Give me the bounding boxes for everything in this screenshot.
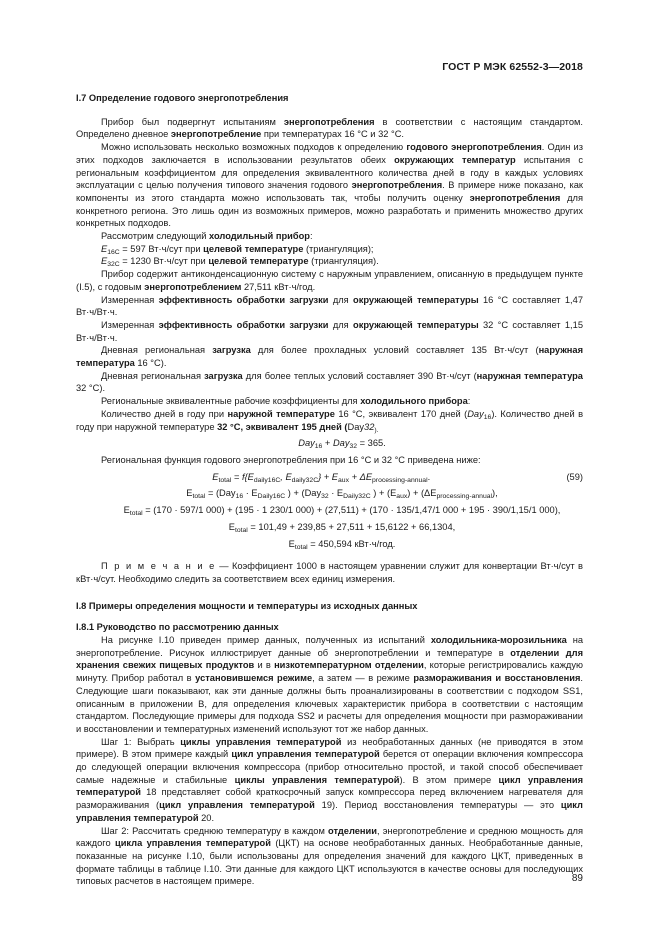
text-run: : bbox=[467, 396, 471, 407]
subscript: total bbox=[234, 526, 248, 534]
equation-59-body bbox=[212, 472, 430, 482]
equation-number: (59) bbox=[566, 471, 583, 482]
text-run: Прибор был подвергнут испытаниям bbox=[101, 116, 284, 127]
text-run: = 450,594 кВт·ч/год. bbox=[307, 538, 396, 549]
text-run: Шаг 2: Рассчитать среднюю температуру в каждом bbox=[101, 825, 328, 836]
defined-term: цикл управления температурой bbox=[76, 774, 583, 798]
subscript: aux bbox=[338, 476, 349, 484]
defined-term: установившемся режиме bbox=[195, 673, 313, 684]
text-run: = 101,49 + 239,85 + 27,511 + 15,6122 + 66,1304, bbox=[247, 521, 456, 532]
paragraph-i7-9 bbox=[76, 395, 583, 408]
paragraph-i7-1 bbox=[76, 116, 583, 141]
text-run: для bbox=[328, 319, 354, 330]
text-run: = 365. bbox=[357, 438, 386, 449]
text-run: Региональные эквивалентные рабочие коэффициенты для bbox=[101, 396, 361, 407]
text-run: ) + (E bbox=[370, 488, 397, 499]
text-run: для более теплых условий составляет 390 Вт·ч/сут ( bbox=[242, 370, 477, 381]
standard-header: ГОСТ Р МЭК 62552-3—2018 bbox=[442, 61, 583, 73]
paragraph-i8-3 bbox=[76, 825, 583, 889]
text-run: (триангуляция). bbox=[308, 256, 379, 267]
text-run: (триангуляция); bbox=[303, 243, 374, 254]
text-run: Дневная региональная bbox=[101, 345, 213, 356]
text-run: 20. bbox=[198, 812, 215, 823]
text-run: E bbox=[101, 256, 108, 267]
text-run: На рисунке I.10 приведен пример данных, полученных из испытаний bbox=[101, 635, 431, 646]
defined-term: загрузка bbox=[212, 345, 251, 356]
text-run: = 597 Вт·ч/сут при bbox=[119, 243, 204, 254]
text-run: для конкретного региона. Это лишь один из возможных примеров, можно разработать и применить множество других конкретных подходов. bbox=[76, 192, 583, 229]
defined-term: эффективность обработки загрузки bbox=[158, 294, 329, 305]
subscript: processing-annual bbox=[372, 476, 428, 484]
note-paragraph bbox=[76, 560, 583, 585]
text-run: · E bbox=[328, 488, 344, 499]
paragraph-i7-3 bbox=[76, 230, 583, 243]
defined-term: наружная температура bbox=[476, 370, 583, 381]
equation-terms bbox=[76, 521, 583, 534]
defined-term: энергопотребления bbox=[351, 180, 443, 191]
defined-term: холодильный прибор bbox=[209, 231, 310, 242]
text-run: Измеренная bbox=[101, 294, 159, 305]
text-run: Количество дней в году при bbox=[101, 408, 228, 419]
text-run: для более прохладных условий составляет 135 Вт·ч/сут ( bbox=[250, 345, 539, 356]
text-run: E bbox=[212, 471, 219, 482]
text-run: · E bbox=[243, 488, 258, 499]
text-run: E bbox=[101, 243, 108, 254]
equation-result bbox=[76, 538, 583, 551]
text-run: наружной температуре bbox=[114, 421, 215, 432]
defined-term: холодильного прибора bbox=[360, 396, 468, 407]
text-run: для bbox=[328, 294, 354, 305]
paragraph-i7-10 bbox=[76, 408, 583, 433]
subscript: 32 bbox=[321, 493, 329, 501]
defined-term: энергопотребления bbox=[283, 116, 375, 127]
defined-term: цикл управления температурой bbox=[231, 749, 380, 760]
note-label: П р и м е ч а н и е bbox=[101, 561, 216, 572]
paragraph-i7-4 bbox=[76, 268, 583, 293]
subscript: total bbox=[218, 476, 232, 484]
subscript: total bbox=[294, 543, 308, 551]
note-text: — Коэффициент 1000 в настоящем уравнении служит для конвертации Вт·ч/сут в кВт·ч/сут. Необходимо следить за соответствием всех единиц измерения. bbox=[76, 561, 583, 584]
text-run: испытания с региональным коэффициентом для определения эквивалентного количества дней в году в каждых условиях эксплуатации с целью получения типового значения годового bbox=[76, 154, 583, 191]
text-run: E bbox=[123, 505, 130, 516]
defined-term: низкотемпературном отделении bbox=[274, 660, 424, 671]
text-run: Day bbox=[332, 438, 350, 449]
defined-term: цикл управления температурой bbox=[159, 800, 315, 811]
equation-general bbox=[76, 487, 583, 500]
text-run: и в bbox=[254, 660, 275, 671]
page-number: 89 bbox=[571, 873, 583, 884]
text-run: + bbox=[322, 438, 333, 449]
energy-16c-line bbox=[76, 243, 583, 256]
defined-term: циклы управления температурой bbox=[234, 774, 400, 785]
text-run: 16 °C). bbox=[134, 358, 167, 369]
equation-59 bbox=[76, 471, 583, 484]
text-run: берется от операции включения компрессора до следующей операции включения компрессора (прибор относительно простой, и такой способ обеспечивает самые надежные и стабильные bbox=[76, 749, 583, 785]
text-run: = (170 · 597/1 000) + (195 · 1 230/1 000) + (27,511) + (170 · 135/1,47/1 000 + 195 · 390/1,15/1 000), bbox=[142, 505, 561, 516]
text-run: E bbox=[186, 488, 193, 499]
subscript: total bbox=[192, 493, 206, 501]
text-run: Дневная региональная bbox=[101, 370, 205, 381]
defined-term: наружной температуре bbox=[227, 408, 335, 419]
subscript: 16 bbox=[483, 413, 492, 421]
text-run: 32 °C составляет 1,15 Вт·ч/Вт·ч. bbox=[76, 319, 583, 343]
text-run: при температурах 16 °C и 32 °C. bbox=[261, 129, 405, 140]
defined-term: целевой температуре bbox=[208, 256, 309, 267]
text-run: ), bbox=[492, 488, 498, 499]
subscript: 32C bbox=[107, 261, 120, 269]
text-run: = 1230 Вт·ч/сут при bbox=[119, 256, 209, 267]
subscript: daily32C bbox=[291, 476, 319, 484]
subscript: 32 bbox=[349, 443, 358, 451]
text-run: : bbox=[309, 231, 313, 242]
paragraph-i7-8 bbox=[76, 370, 583, 395]
defined-term: размораживания и восстановления bbox=[413, 673, 581, 684]
text-run: 16 °C, эквивалент 170 дней ( bbox=[334, 408, 468, 419]
text-run: из необработанных данных (не приводятся в этом примере). В этом примере каждый bbox=[76, 736, 583, 760]
text-run: ) + (Day bbox=[285, 488, 322, 499]
defined-term: наружная температура bbox=[76, 345, 583, 369]
defined-term: холодильника-морозильника bbox=[430, 635, 567, 646]
defined-term: загрузка bbox=[204, 370, 243, 381]
energy-32c-line bbox=[76, 255, 583, 268]
defined-term: отделении для хранения свежих пищевых продуктов bbox=[76, 647, 583, 671]
subscript: Daily32C bbox=[343, 493, 371, 501]
text-run: ). Количество дней в году при bbox=[76, 408, 584, 432]
equation-substituted bbox=[76, 504, 583, 517]
text-run: = f{E bbox=[231, 471, 254, 482]
text-run: Day bbox=[467, 408, 484, 419]
subscript: aux bbox=[396, 493, 408, 501]
text-run: 27,511 кВт·ч/год. bbox=[241, 281, 316, 292]
defined-term: энергопотребление bbox=[170, 129, 262, 140]
text-run: Прибор содержит антиконденсационную систему с наружным управлением, описанную в предыдущем пункте (I.5), с годовым bbox=[76, 269, 583, 292]
subscript: processing-annual bbox=[436, 493, 493, 501]
text-run: 16 °C составляет 1,47 Вт·ч/Вт·ч. bbox=[76, 294, 583, 318]
text-run: 18 представляет собой краткосрочный запуск компрессора перед включением нагревателя для размораживания ( bbox=[76, 787, 583, 811]
text-run: + ΔE bbox=[348, 471, 373, 482]
text-run: Можно использовать несколько возможных подходов к определению bbox=[101, 142, 407, 153]
text-run: , энергопотребление и среднюю мощность для каждого bbox=[76, 825, 584, 849]
section-title-i7: I.7 Определение годового энергопотребления bbox=[76, 93, 289, 103]
defined-term: 32 °C, эквивалент 195 дней ( bbox=[214, 421, 348, 432]
defined-term: отделении bbox=[328, 825, 377, 836]
text-run: } + E bbox=[318, 471, 339, 482]
defined-term: энергопотребления bbox=[469, 192, 561, 203]
text-run: ). В этом примере bbox=[399, 774, 499, 785]
subscript: 16 bbox=[314, 443, 323, 451]
paragraph-i7-5 bbox=[76, 294, 583, 319]
defined-term: целевой температуре bbox=[203, 243, 304, 254]
text-run: . Один из этих подходов заключается в использовании результатов обеих bbox=[76, 142, 583, 165]
text-run: . bbox=[427, 471, 431, 482]
subscript: ). bbox=[374, 426, 379, 434]
text-run: ) + (ΔE bbox=[407, 488, 437, 499]
text-run: Рассмотрим следующий bbox=[101, 231, 210, 242]
text-run: 32 bbox=[364, 421, 375, 432]
paragraph-i7-6 bbox=[76, 319, 583, 344]
subsection-title-i81: I.8.1 Руководство по рассмотрению данных bbox=[76, 622, 279, 633]
subscript: daily16C bbox=[253, 476, 281, 484]
defined-term: окружающих температур bbox=[394, 154, 516, 165]
text-run: Day bbox=[347, 421, 365, 432]
text-run: , а затем — в режиме bbox=[312, 673, 414, 684]
text-run: Day bbox=[298, 438, 315, 449]
defined-term: цикл управления температурой bbox=[76, 800, 583, 823]
text-run: (ЦКТ) на основе необработанных данных. Необработанные данные, показанные на рисунке I.10, были использованы для определения значений для каждого ЦКТ, приведенных в формате таблицы в таблице I.10. Эти данные для каждого ЦКТ используются в качестве основы для последующих типовых расчетов в настоящем примере. bbox=[76, 838, 583, 887]
equation-days bbox=[76, 437, 583, 450]
defined-term: годового энергопотребления bbox=[406, 142, 542, 153]
text-run: E bbox=[288, 538, 295, 549]
defined-term: эффективность обработки загрузки bbox=[158, 319, 329, 330]
defined-term: энергопотреблением bbox=[144, 281, 242, 292]
defined-term: окружающей температуры bbox=[353, 294, 479, 305]
paragraph-i7-2 bbox=[76, 141, 583, 230]
defined-term: циклы управления температурой bbox=[180, 736, 342, 747]
text-run: , которые регистрировались каждую минуту. Прибор работал в bbox=[76, 660, 583, 684]
subscript: Daily16C bbox=[257, 493, 286, 501]
paragraph-i8-1 bbox=[76, 634, 583, 736]
text-run: . В примере ниже показано, как компоненты из этого стандарта можно использовать так, чтобы получить оценку bbox=[76, 180, 584, 203]
text-run: 19). Период восстановления температуры — это bbox=[314, 800, 561, 811]
paragraph-i7-7 bbox=[76, 344, 583, 369]
paragraph-i8-2 bbox=[76, 736, 583, 825]
subscript: 16 bbox=[235, 493, 244, 501]
text-run: Измеренная bbox=[101, 319, 159, 330]
text-run: , E bbox=[280, 471, 292, 482]
defined-term: цикла управления температурой bbox=[114, 838, 271, 849]
section-title-i8: I.8 Примеры определения мощности и температуры из исходных данных bbox=[76, 600, 418, 611]
subscript: 16C bbox=[107, 248, 120, 256]
text-run: в соответствии с настоящим стандартом. Определено дневное bbox=[76, 116, 583, 140]
paragraph-i7-11: Региональная функция годового энергопотребления при 16 °C и 32 °C приведена ниже: bbox=[101, 454, 481, 465]
subscript: total bbox=[129, 510, 143, 518]
text-run: на энергопотребление. Рисунок иллюстрирует данные об энергопотреблении и температуре в bbox=[76, 635, 584, 658]
text-run: 32 °C). bbox=[76, 383, 106, 394]
defined-term: окружающей температуры bbox=[353, 319, 479, 330]
text-run: = (Day bbox=[205, 488, 236, 499]
page-content bbox=[76, 92, 583, 888]
text-run: E bbox=[228, 521, 235, 532]
text-run: . Следующие шаги показывают, как эти данные должны быть проанализированы в соответствии с подходом SS1, описанным в приложении В, для определения ключевых характеристик прибора в соответствии с настоящим стандартом. Последующие примеры для подхода SS2 и расчеты для определения мощности при размораживании и восстановлении и температурных изменений используют тот же набор данных. bbox=[76, 673, 583, 734]
text-run: Шаг 1: Выбрать bbox=[101, 736, 181, 747]
